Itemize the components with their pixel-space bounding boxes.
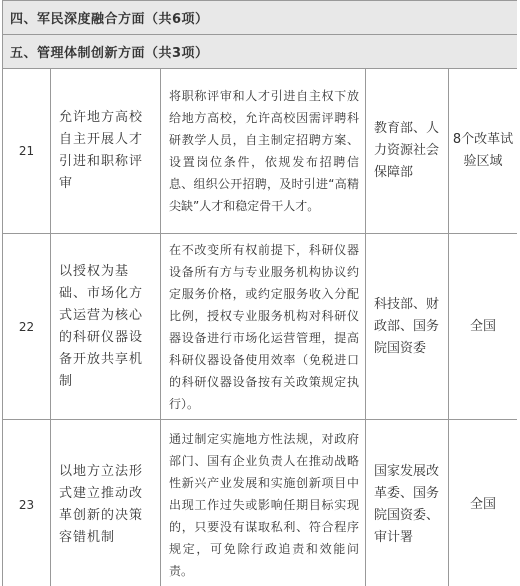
- item-department: 国家发展改革委、国务院国资委、审计署: [366, 420, 449, 586]
- item-department: 教育部、人力资源社会保障部: [366, 69, 449, 234]
- section-title: 四、军民深度融合方面（共6项）: [3, 1, 518, 35]
- item-scope: 全国: [449, 420, 518, 586]
- item-name: 以地方立法形式建立推动改革创新的决策容错机制: [51, 420, 161, 586]
- table-row: [3, 234, 518, 420]
- policy-table-container: [2, 0, 517, 586]
- table-row: [3, 420, 518, 586]
- item-department: 科技部、财政部、国务院国资委: [366, 234, 449, 420]
- item-name: 允许地方高校自主开展人才引进和职称评审: [51, 69, 161, 234]
- section-row: [3, 35, 518, 69]
- table-row: [3, 69, 518, 234]
- section-row: [3, 1, 518, 35]
- item-number: 22: [3, 234, 51, 420]
- item-description: 在不改变所有权前提下，科研仪器设备所有方与专业服务机构协议约定服务价格，或约定服务收入分配比例，授权专业服务机构对科研仪器设备进行市场化运营管理，提高科研仪器设备使用效率（免税进口的科研仪器设备按有关政策规定执行）。: [161, 234, 366, 420]
- item-scope: 8个改革试验区域: [449, 69, 518, 234]
- policy-table: [2, 0, 517, 586]
- section-title: 五、管理体制创新方面（共3项）: [3, 35, 518, 69]
- item-number: 21: [3, 69, 51, 234]
- item-description: 通过制定实施地方性法规，对政府部门、国有企业负责人在推动战略性新兴产业发展和实施创新项目中出现工作过失或影响任期目标实现的，只要没有谋取私利、符合程序规定，可免除行政追责和效能问责。: [161, 420, 366, 586]
- item-name: 以授权为基础、市场化方式运营为核心的科研仪器设备开放共享机制: [51, 234, 161, 420]
- item-number: 23: [3, 420, 51, 586]
- item-description: 将职称评审和人才引进自主权下放给地方高校，允许高校因需评聘科研教学人员，自主制定招聘方案、设置岗位条件，依规发布招聘信息、组织公开招聘，及时引进“高精尖缺”人才和稳定骨干人才。: [161, 69, 366, 234]
- item-scope: 全国: [449, 234, 518, 420]
